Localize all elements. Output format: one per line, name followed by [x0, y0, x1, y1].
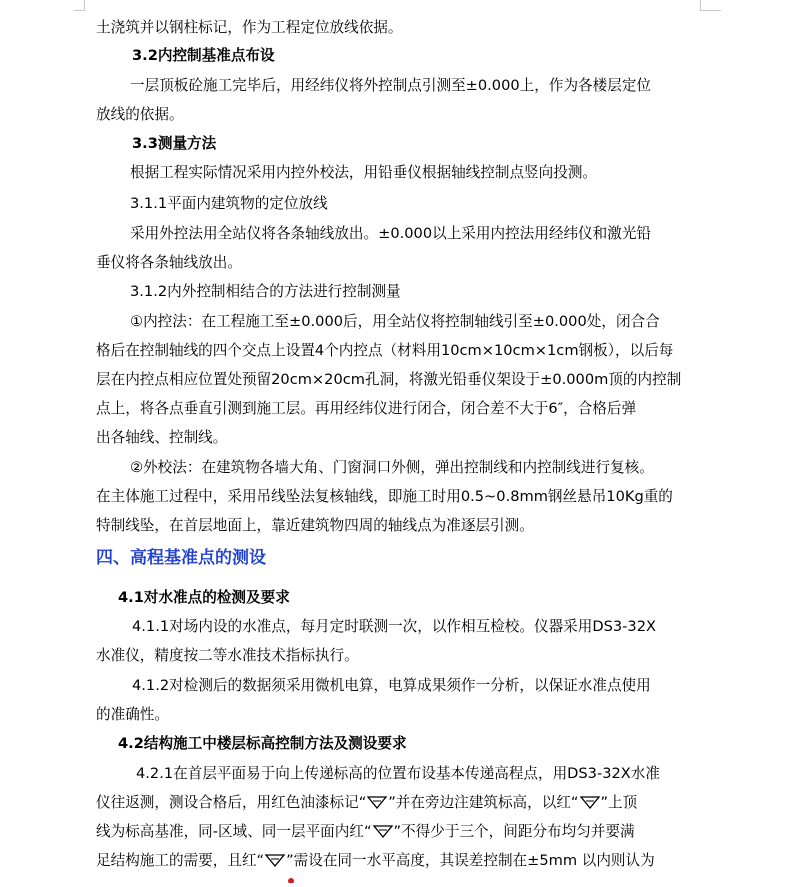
body-text: 点上，将各点垂直引测到施工层。再用经纬仪进行闭合，闭合差不大于6″，合格后弹 [96, 400, 637, 417]
elevation-triangle-icon [579, 795, 601, 809]
text-fragment: ”需设在同一水平高度，其误差控制在±5mm 以内则认为 [286, 852, 655, 869]
page-corner-mark [74, 0, 85, 11]
body-text: 水准仪，精度按二等水准技术指标执行。 [96, 647, 359, 664]
text-fragment: ”不得少于三个，间距分布均匀并要满 [393, 823, 635, 840]
body-text: 4.2.1在首层平面易于向上传递标高的位置布设基本传递高程点，用DS3-32X水准 [136, 765, 660, 782]
body-text [96, 793, 637, 813]
body-text: 4.1.1对场内设的水准点，每月定时联测一次，以作相互检校。仪器采用DS3-32X [132, 618, 656, 635]
body-text: ②外校法：在建筑物各墙大角、门窗洞口外侧，弹出控制线和内控制线进行复核。 [130, 459, 654, 476]
body-text: 采用外控法用全站仪将各条轴线放出。±0.000以上采用内控法用经纬仪和激光铅 [130, 225, 652, 242]
page-corner-mark [700, 0, 721, 11]
body-text: 垂仪将各条轴线放出。 [96, 254, 242, 271]
section-heading: 3.3测量方法 [132, 135, 217, 152]
text-fragment: 足结构施工的需要，且红“ [96, 852, 265, 869]
text-fragment: ”上顶 [600, 794, 638, 811]
text-fragment: 仪往返测，测设合格后，用红色油漆标记“ [96, 794, 367, 811]
body-text: 层在内控点相应位置处预留20cm×20cm孔洞，将激光铅垂仪架设于±0.000m顶的内控制 [96, 371, 682, 388]
body-text [96, 851, 655, 871]
chapter-heading: 四、高程基准点的测设 [96, 548, 266, 568]
text-fragment: 线为标高基准，同-区域、同一层平面内红“ [96, 823, 372, 840]
section-heading: 4.2结构施工中楼层标高控制方法及测设要求 [118, 735, 407, 752]
elevation-triangle-icon [264, 853, 286, 867]
subsection-heading: 3.1.2内外控制相结合的方法进行控制测量 [130, 283, 401, 300]
body-text: 4.1.2对检测后的数据须采用微机电算，电算成果须作一分析，以保证水准点使用 [132, 677, 651, 694]
elevation-triangle-icon [366, 795, 388, 809]
body-text: 特制线坠，在首层地面上，靠近建筑物四周的轴线点为准逐层引测。 [96, 517, 534, 534]
body-text: 出各轴线、控制线。 [96, 429, 228, 446]
body-text: 的准确性。 [96, 706, 169, 723]
body-text [96, 822, 635, 842]
elevation-triangle-icon [372, 824, 394, 838]
body-text: 放线的依据。 [96, 106, 184, 123]
body-text: 根据工程实际情况采用内控外校法，用铅垂仪根据轴线控制点竖向投测。 [130, 164, 598, 181]
body-text: 土浇筑并以钢柱标记，作为工程定位放线依据。 [96, 19, 403, 36]
subsection-heading: 3.1.1平面内建筑物的定位放线 [130, 195, 328, 212]
red-mark-icon [286, 868, 296, 878]
section-heading: 4.1对水准点的检测及要求 [118, 589, 290, 606]
body-text: 格后在控制轴线的四个交点上设置4个内控点（材料用10cm×10cm×1cm钢板），以后每 [96, 342, 674, 359]
text-fragment: ”并在旁边注建筑标高，以红“ [388, 794, 579, 811]
section-heading: 3.2内控制基准点布设 [132, 47, 275, 64]
body-text: ①内控法：在工程施工至±0.000后，用全站仪将控制轴线引至±0.000处，闭合合 [130, 313, 660, 330]
body-text: 一层顶板砼施工完毕后，用经纬仪将外控制点引测至±0.000上，作为各楼层定位 [130, 77, 652, 94]
body-text: 在主体施工过程中，采用吊线坠法复核轴线，即施工时用0.5~0.8mm钢丝悬吊10Kg重的 [96, 488, 673, 505]
